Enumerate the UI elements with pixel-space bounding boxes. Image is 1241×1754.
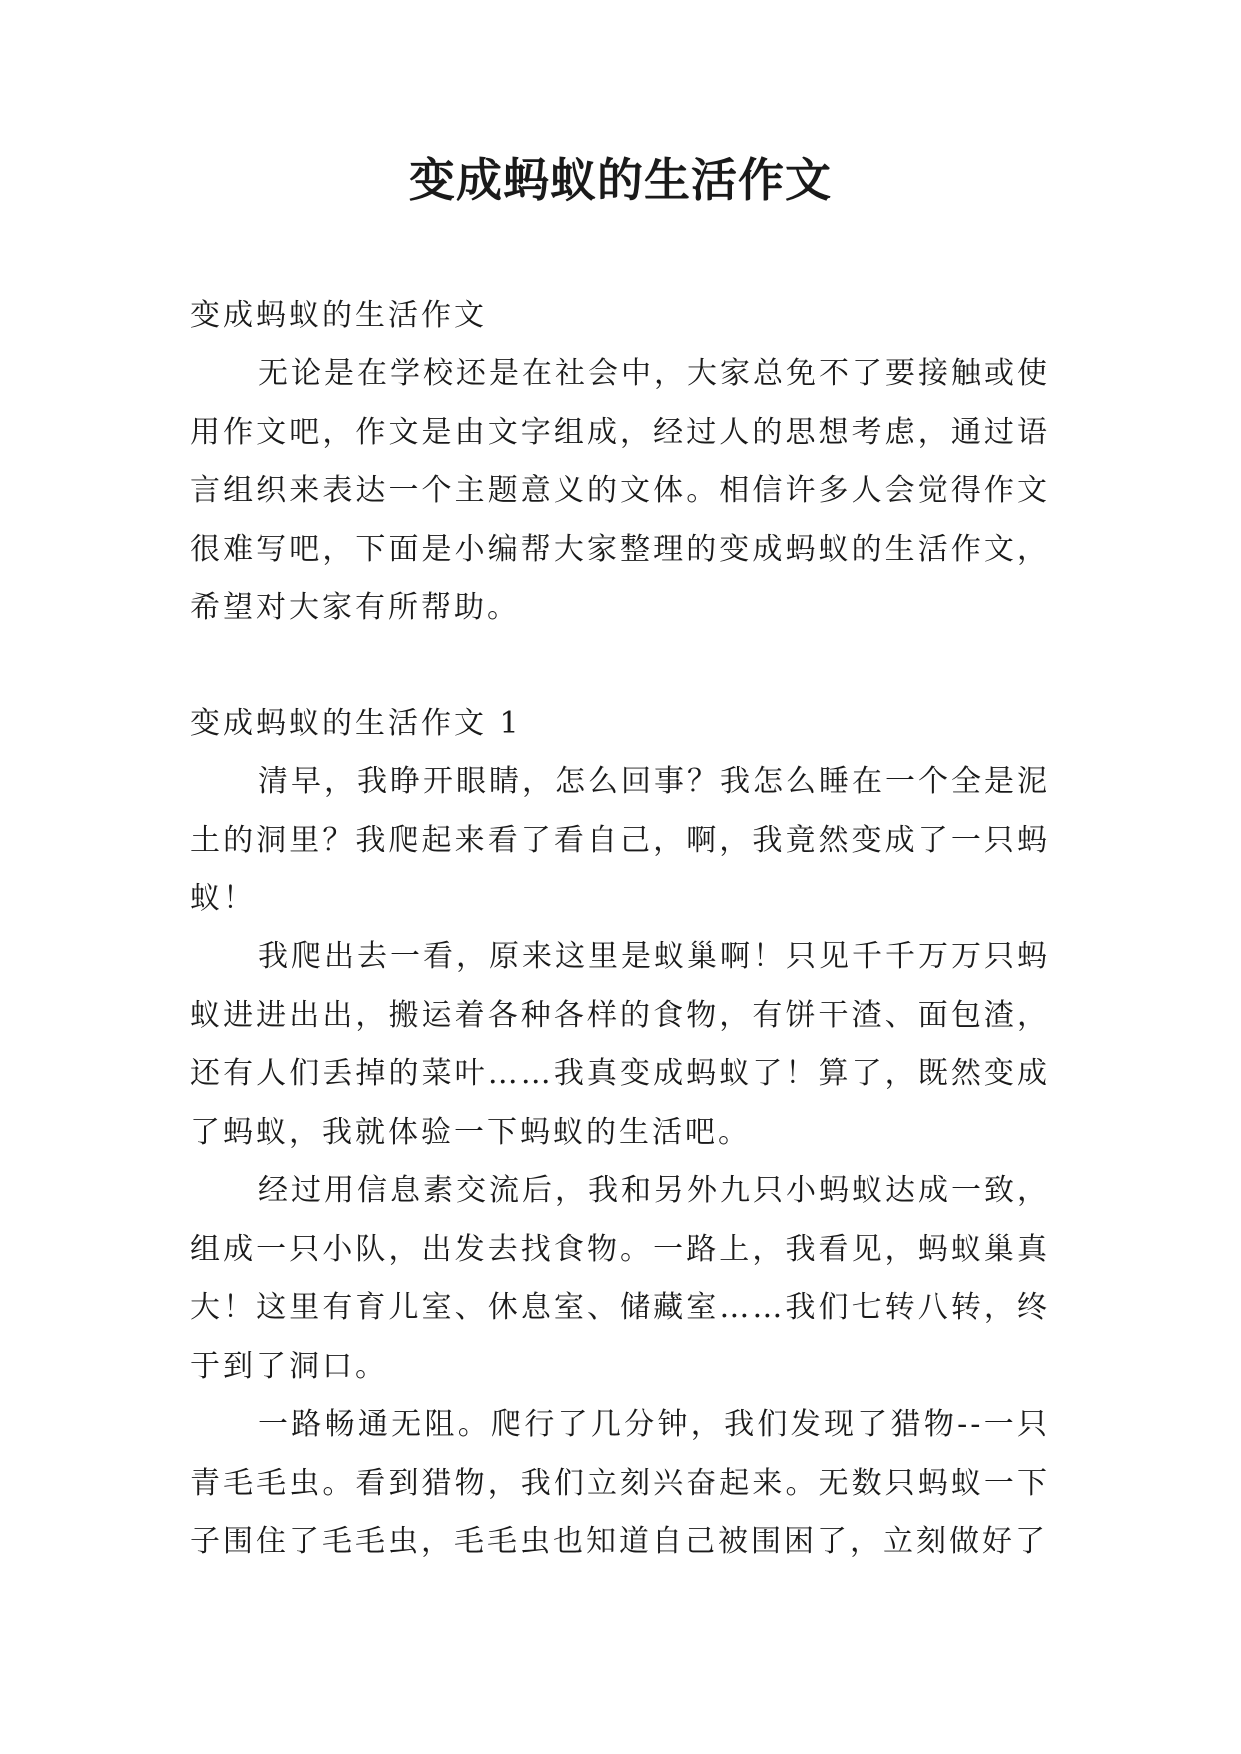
body-paragraph: 我爬出去一看，原来这里是蚁巢啊！只见千千万万只蚂蚁进进出出，搬运着各种各样的食物，有饼干渣、面包渣，还有人们丢掉的菜叶……我真变成蚂蚁了！算了，既然变成了蚂蚁，我就体验一下蚂蚁的生活吧。 — [190, 939, 1050, 1150]
body-paragraph: 一路畅通无阻。爬行了几分钟，我们发现了猎物--一只青毛毛虫。看到猎物，我们立刻兴奋起来。无数只蚂蚁一下子围住了毛毛虫，毛毛虫也知道自己被围困了，立刻做好了 — [190, 1407, 1050, 1559]
body-paragraph: 经过用信息素交流后，我和另外九只小蚂蚁达成一致，组成一只小队，出发去找食物。一路上，我看见，蚂蚁巢真大！这里有育儿室、休息室、储藏室……我们七转八转，终于到了洞口。 — [190, 1173, 1050, 1384]
intro-paragraph: 无论是在学校还是在社会中，大家总免不了要接触或使用作文吧，作文是由文字组成，经过人的思想考虑，通过语言组织来表达一个主题意义的文体。相信许多人会觉得作文很难写吧，下面是小编帮大家整理的变成蚂蚁的生活作文，希望对大家有所帮助。 — [190, 356, 1050, 625]
document-title: 变成蚂蚁的生活作文 — [409, 153, 832, 207]
section-heading: 变成蚂蚁的生活作文 1 — [190, 706, 522, 741]
body-paragraph: 清早，我睁开眼睛，怎么回事？我怎么睡在一个全是泥土的洞里？我爬起来看了看自己，啊，我竟然变成了一只蚂蚁！ — [190, 764, 1050, 916]
document-subtitle: 变成蚂蚁的生活作文 — [190, 298, 487, 333]
